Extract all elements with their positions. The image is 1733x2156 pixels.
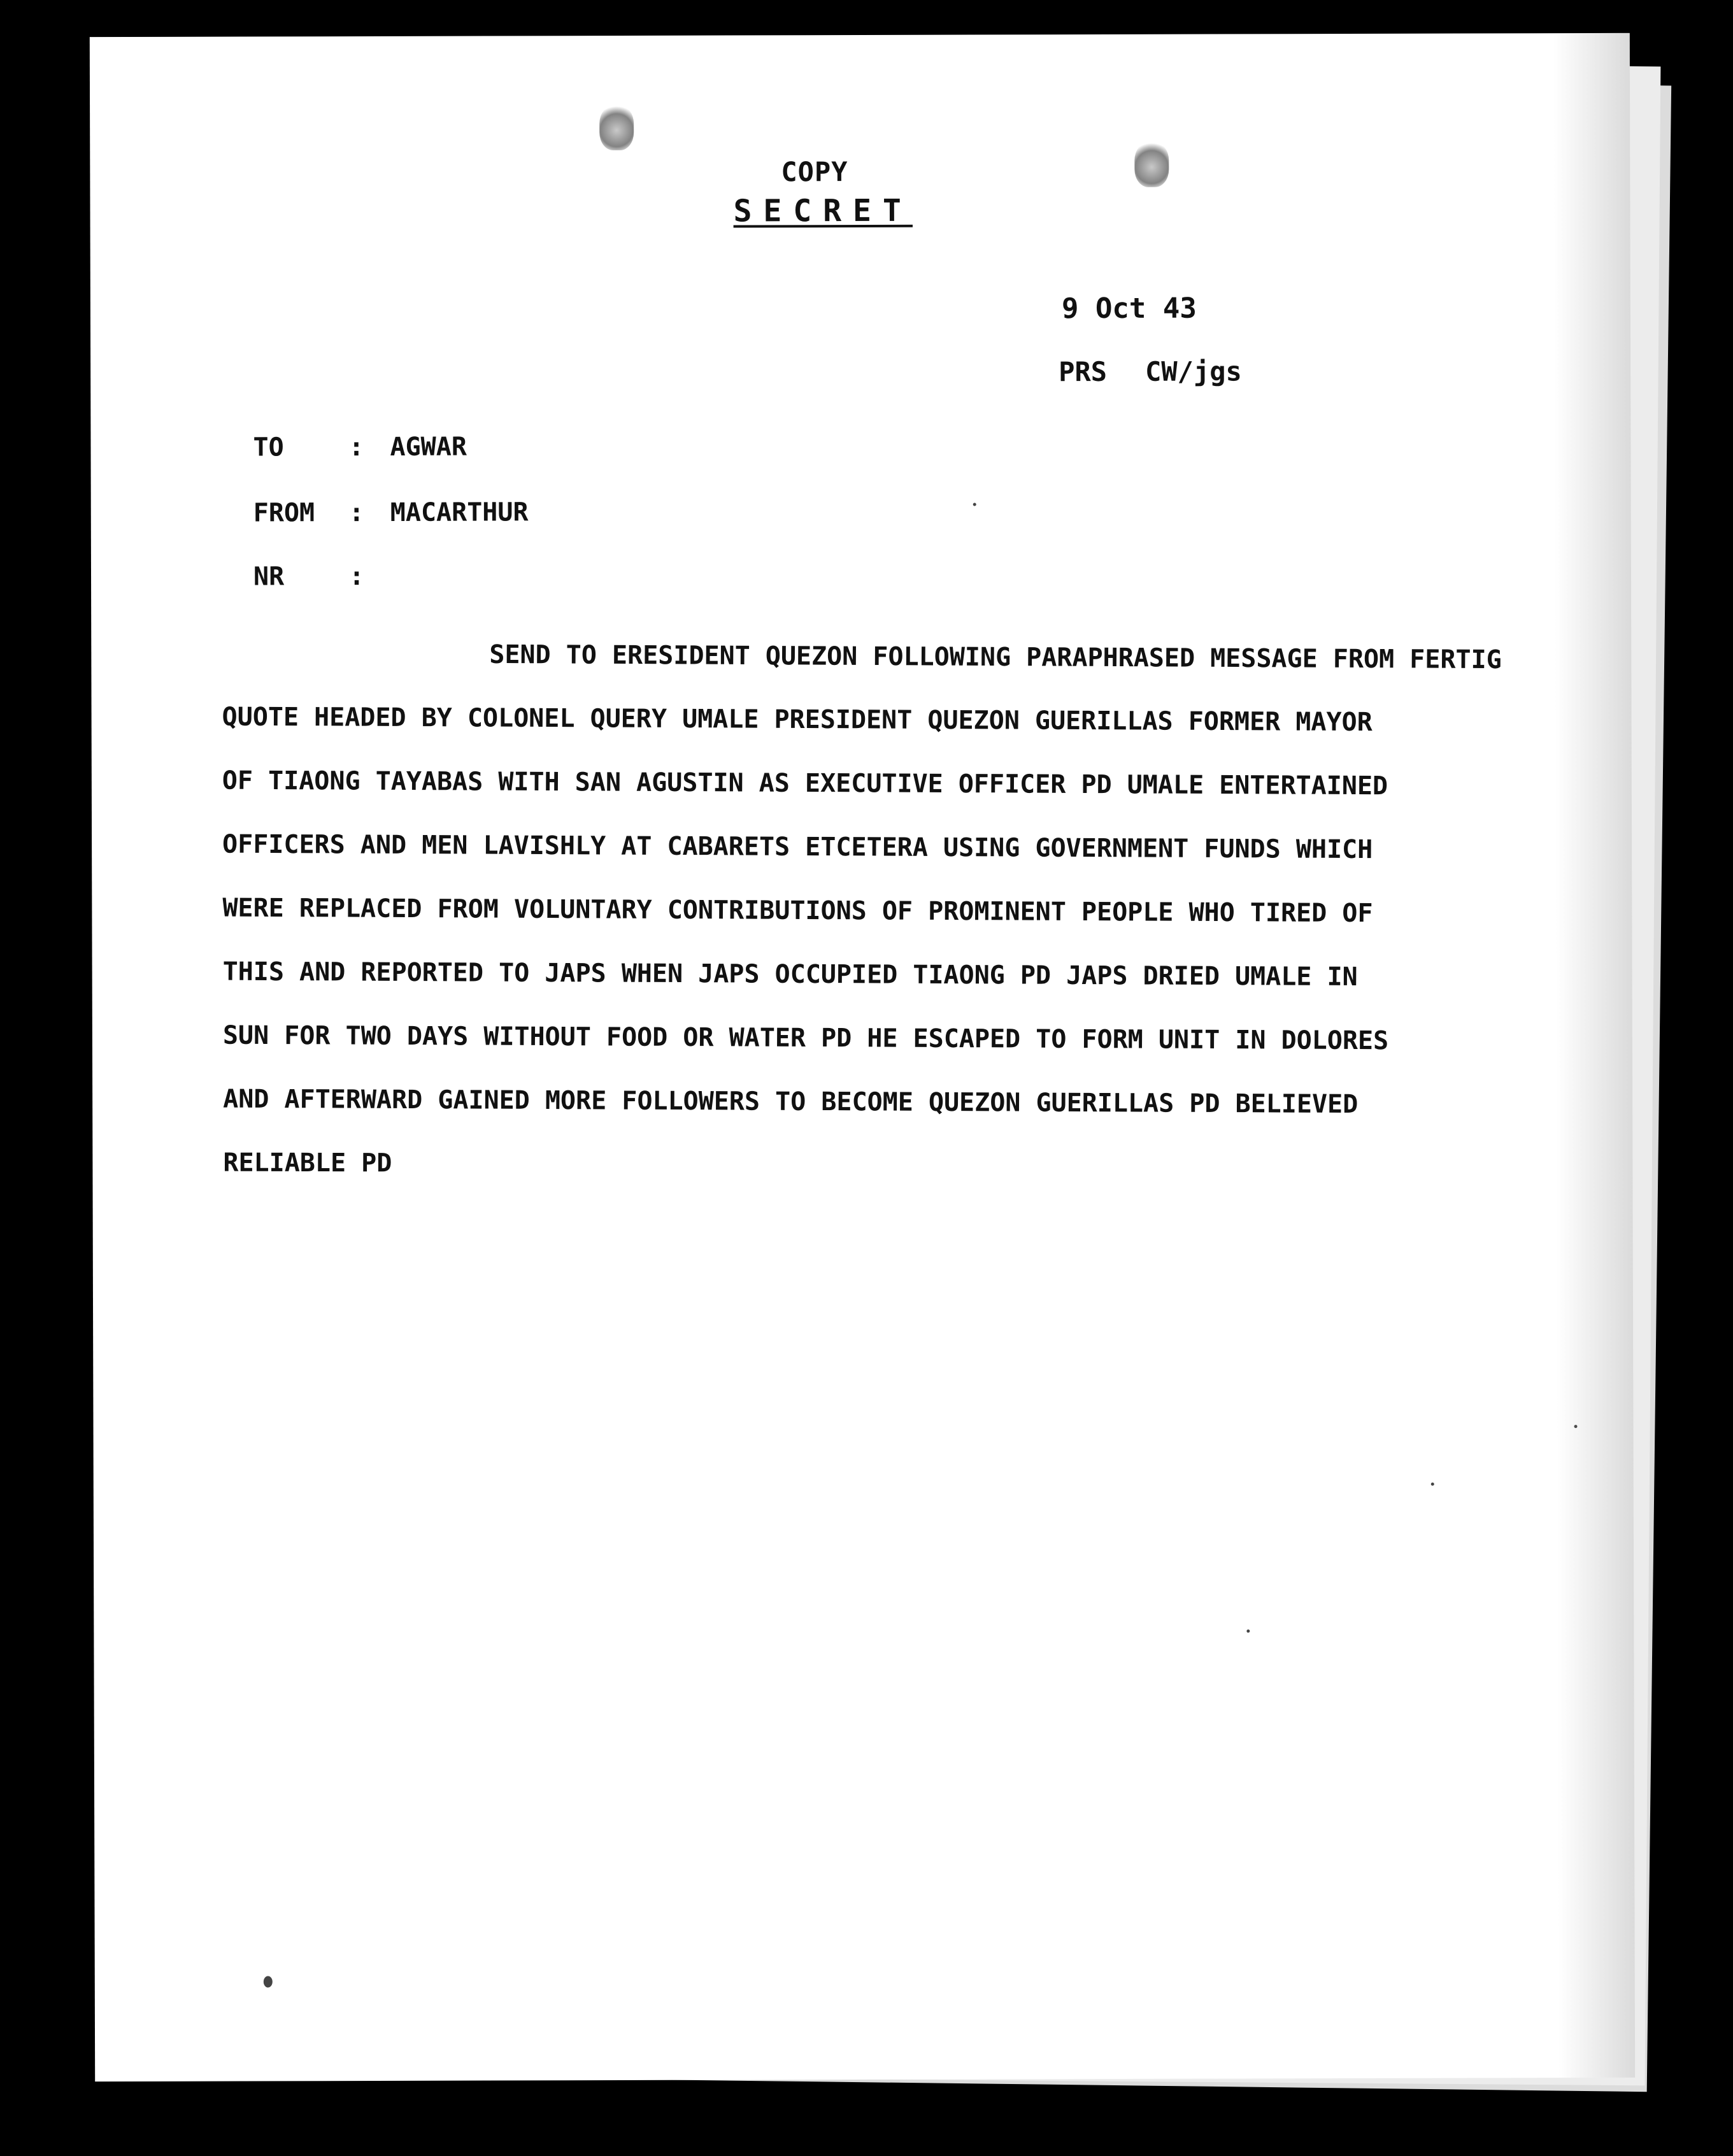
body-line: SEND TO ERESIDENT QUEZON FOLLOWING PARAPHRASED MESSAGE FROM FERTIG (489, 639, 1502, 675)
copy-heading: COPY (781, 156, 848, 188)
punch-hole-left-icon (599, 106, 634, 150)
dust-speck (1246, 1629, 1250, 1632)
to-value: AGWAR (390, 432, 467, 462)
from-value: MACARTHUR (390, 497, 529, 527)
to-line (253, 432, 467, 462)
nr-separator: : (348, 562, 365, 592)
body-line: THIS AND REPORTED TO JAPS WHEN JAPS OCCUPIED TIAONG PD JAPS DRIED UMALE IN (222, 957, 1358, 992)
body-line: SUN FOR TWO DAYS WITHOUT FOOD OR WATER PD HE ESCAPED TO FORM UNIT IN DOLORES (222, 1020, 1389, 1056)
typist-initials: CW/jgs (1145, 355, 1242, 387)
reference-line (1059, 355, 1242, 387)
nr-label: NR (253, 562, 285, 592)
body-line: QUOTE HEADED BY COLONEL QUERY UMALE PRESIDENT QUEZON GUERILLAS FORMER MAYOR (222, 702, 1373, 738)
document-page (90, 33, 1635, 2081)
message-date: 9 Oct 43 (1061, 292, 1197, 325)
from-separator: : (348, 498, 364, 528)
nr-line (253, 562, 390, 592)
body-line: AND AFTERWARD GAINED MORE FOLLOWERS TO BECOME QUEZON GUERILLAS PD BELIEVED (223, 1084, 1359, 1120)
dust-speck (1431, 1483, 1434, 1486)
classification-heading: SECRET (733, 192, 913, 229)
body-line: WERE REPLACED FROM VOLUNTARY CONTRIBUTIONS OF PROMINENT PEOPLE WHO TIRED OF (222, 893, 1373, 929)
body-line: OFFICERS AND MEN LAVISHLY AT CABARETS ETCETERA USING GOVERNMENT FUNDS WHICH (222, 829, 1373, 865)
dust-speck (264, 1976, 273, 1987)
page-edge-shadow (1553, 33, 1635, 2078)
body-line: OF TIAONG TAYABAS WITH SAN AGUSTIN AS EXECUTIVE OFFICER PD UMALE ENTERTAINED (222, 766, 1388, 801)
to-label: TO (253, 432, 284, 462)
from-line (253, 497, 529, 527)
message-body (222, 618, 1592, 1195)
body-line: RELIABLE PD (223, 1148, 392, 1178)
reference-code: PRS (1059, 355, 1108, 388)
from-label: FROM (253, 498, 315, 528)
punch-hole-right-icon (1134, 143, 1169, 187)
dust-speck (973, 503, 976, 506)
to-separator: : (348, 432, 364, 462)
